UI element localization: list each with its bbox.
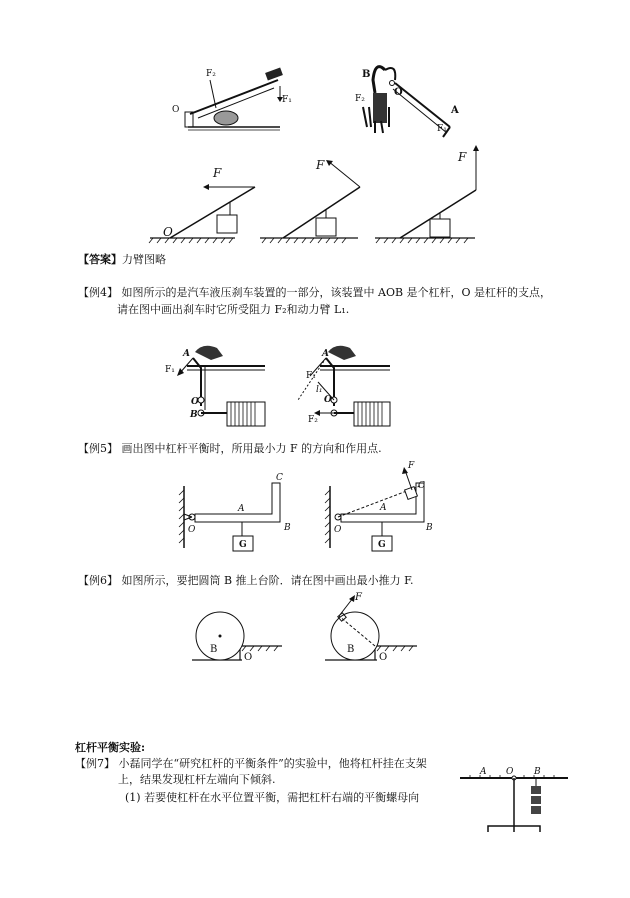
lever1-label-o: O bbox=[163, 225, 173, 239]
ex7-text-line3: (1) 若要使杠杆在水平位置平衡，需把杠杆右端的平衡螺母向 bbox=[125, 791, 420, 804]
ex6-right-label-f: F bbox=[355, 592, 362, 603]
ex5-right-label-f: F bbox=[408, 461, 415, 471]
ex6-right-label-b: B bbox=[347, 644, 355, 655]
lever2-label-f: F bbox=[316, 158, 325, 172]
ex4-figure-left bbox=[165, 338, 270, 428]
ex6-right-label-o: O bbox=[379, 652, 388, 663]
brake-label-f1: F₁ bbox=[282, 95, 292, 105]
ex7-tag: 【例7】 bbox=[75, 757, 115, 770]
ex6-figure-left bbox=[192, 600, 292, 670]
lever-figure-1 bbox=[145, 165, 260, 245]
ex5-line bbox=[78, 441, 382, 457]
ex4-left-label-b: B bbox=[190, 410, 198, 420]
ex7-text-line2: 上，结果发现杠杆左端向下倾斜. bbox=[118, 773, 276, 786]
ex4-right-label-l1: l₁ bbox=[316, 385, 323, 395]
ex5-tag: 【例5】 bbox=[78, 442, 118, 455]
ex4-text-line2: 请在图中画出刹车时它所受阻力 F₂和动力臂 L₁. bbox=[117, 303, 350, 316]
ex7-text-line1: 小磊同学在“研究杠杆的平衡条件”的实验中，他将杠杆挂在支架 bbox=[118, 757, 427, 770]
brake-label-o: O bbox=[172, 105, 180, 115]
ex4-figure-right bbox=[290, 338, 395, 428]
ex6-text: 如图所示，要把圆筒 B 推上台阶．请在图中画出最小推力 F. bbox=[121, 574, 414, 587]
experiment-label-o: O bbox=[506, 767, 514, 777]
ex5-left-label-a: A bbox=[238, 504, 245, 514]
brake-label-f2: F₂ bbox=[206, 69, 216, 79]
ex4-right-label-o: O bbox=[324, 395, 332, 405]
ex5-text: 画出图中杠杆平衡时，所用最小力 F 的方向和作用点. bbox=[121, 442, 382, 455]
ex5-right-label-a: A bbox=[380, 503, 387, 513]
ex4-left-label-a: A bbox=[183, 349, 190, 359]
ex5-figure-right bbox=[320, 458, 440, 563]
answer-text: 力臂图略 bbox=[122, 253, 166, 266]
ex6-figure-right bbox=[325, 590, 425, 670]
ex6-line bbox=[78, 573, 414, 589]
lever-figure-3 bbox=[370, 145, 485, 245]
ex4-line1 bbox=[78, 285, 551, 301]
ex6-left-label-b: B bbox=[210, 644, 218, 655]
experiment-label-b: B bbox=[534, 767, 541, 777]
answer-line bbox=[78, 252, 166, 268]
ex5-right-label-o: O bbox=[334, 525, 342, 535]
brake-pedal-figure bbox=[168, 60, 292, 135]
ex5-left-label-o: O bbox=[188, 525, 196, 535]
ex5-right-label-c: C bbox=[418, 481, 425, 491]
ex4-left-label-o: O bbox=[191, 397, 199, 407]
ex4-tag: 【例4】 bbox=[78, 286, 118, 299]
pliers-label-o: O bbox=[394, 87, 403, 98]
ex4-right-label-a: A bbox=[322, 349, 329, 359]
ex4-right-label-f2: F₂ bbox=[308, 415, 318, 425]
ex4-text-line1: 如图所示的是汽车液压刹车装置的一部分，该装置中 AOB 是个杠杆，O 是杠杆的支点， bbox=[121, 286, 552, 299]
ex5-right-label-b: B bbox=[426, 523, 433, 533]
lever1-label-f: F bbox=[213, 166, 222, 180]
pliers-label-b: B bbox=[362, 69, 371, 80]
ex4-right-label-f1: F₁ bbox=[306, 371, 316, 381]
ex5-right-label-g: G bbox=[378, 540, 386, 550]
ex5-left-label-c: C bbox=[276, 473, 283, 483]
ex4-left-label-f1: F₁ bbox=[165, 365, 175, 375]
lever-experiment-figure bbox=[458, 762, 573, 842]
pliers-label-f2: F₂ bbox=[355, 94, 365, 104]
pliers-label-a: A bbox=[451, 105, 459, 116]
lever-figure-2 bbox=[258, 155, 368, 245]
ex6-left-label-o: O bbox=[244, 652, 253, 663]
ex5-figure-left bbox=[178, 473, 298, 563]
pliers-figure bbox=[345, 55, 465, 145]
ex7-line1 bbox=[75, 756, 427, 772]
lever3-label-f: F bbox=[458, 150, 467, 164]
experiment-label-a: A bbox=[480, 767, 487, 777]
ex5-left-label-g: G bbox=[239, 540, 247, 550]
ex6-tag: 【例6】 bbox=[78, 574, 118, 587]
answer-tag: 【答案】 bbox=[78, 253, 122, 266]
section-title: 杠杆平衡实验: bbox=[75, 741, 146, 754]
ex5-left-label-b: B bbox=[284, 523, 291, 533]
pliers-label-f1: F₁ bbox=[437, 124, 447, 134]
